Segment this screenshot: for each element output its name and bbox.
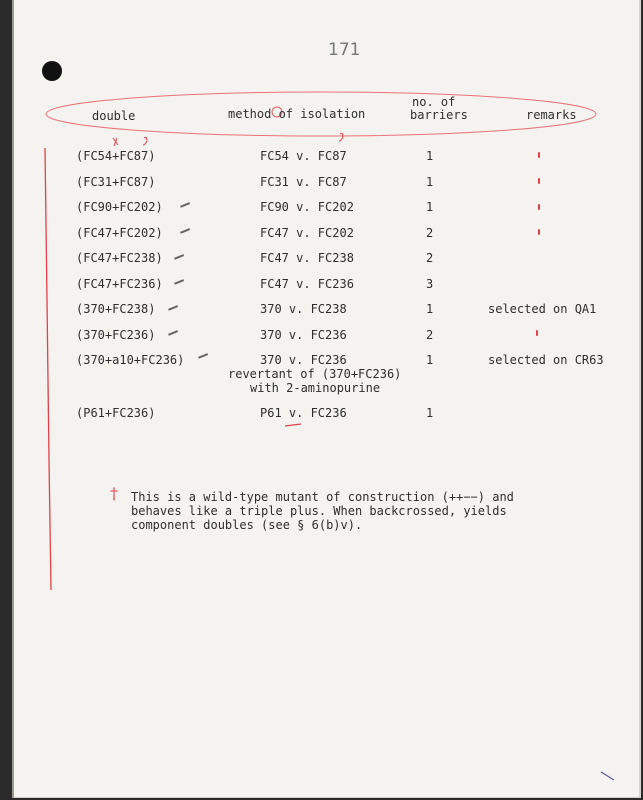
row-method: P61 v. FC236 xyxy=(260,406,347,420)
row-barriers: 1 xyxy=(426,406,434,420)
red-mark xyxy=(536,330,538,336)
row-barriers: 2 xyxy=(426,328,434,342)
row-method: FC47 v. FC236 xyxy=(260,277,354,291)
row-method-note: revertant of (370+FC236) xyxy=(228,367,402,381)
row-method: 370 v. FC238 xyxy=(260,302,347,316)
row-double: (P61+FC236) xyxy=(76,406,156,420)
footnote-line: This is a wild-type mutant of construction (++−−) and xyxy=(131,490,514,504)
row-method: FC54 v. FC87 xyxy=(260,149,347,163)
header-method: method of isolation xyxy=(228,107,366,121)
row-double: (370+FC238) xyxy=(76,302,156,316)
row-barriers: 1 xyxy=(426,175,434,189)
header-barriers-line1: no. of xyxy=(412,95,456,109)
header-double: double xyxy=(92,109,136,123)
footnote-marker: † xyxy=(110,484,118,503)
row-double: (FC47+FC202) xyxy=(76,226,163,240)
row-double: (FC47+FC236) xyxy=(76,277,163,291)
red-mark xyxy=(538,204,540,210)
row-double: (FC54+FC87) xyxy=(76,149,156,163)
row-barriers: 2 xyxy=(426,251,434,265)
red-mark xyxy=(538,152,540,158)
row-method: FC90 v. FC202 xyxy=(260,200,354,214)
row-barriers: 1 xyxy=(426,200,434,214)
row-method-note: with 2-aminopurine xyxy=(250,381,381,395)
red-mark xyxy=(538,229,540,235)
row-barriers: 1 xyxy=(426,302,434,316)
row-double: (FC31+FC87) xyxy=(76,175,156,189)
row-barriers: 3 xyxy=(426,277,434,291)
row-method: 370 v. FC236 xyxy=(260,328,347,342)
row-double: (370+FC236) xyxy=(76,328,156,342)
row-barriers: 1 xyxy=(426,149,434,163)
footnote-line: behaves like a triple plus. When backcrossed, yields xyxy=(131,504,507,518)
row-method: 370 v. FC236 xyxy=(260,353,347,367)
row-barriers: 1 xyxy=(426,353,434,367)
row-method: FC47 v. FC238 xyxy=(260,251,354,265)
row-method: FC47 v. FC202 xyxy=(260,226,354,240)
footnote-line: component doubles (see § 6(b)v). xyxy=(131,518,363,532)
row-double: (FC47+FC238) xyxy=(76,251,163,265)
red-mark xyxy=(538,178,540,184)
row-double: (FC90+FC202) xyxy=(76,200,163,214)
page-number: 171 xyxy=(328,40,361,60)
row-method: FC31 v. FC87 xyxy=(260,175,347,189)
row-barriers: 2 xyxy=(426,226,434,240)
header-barriers-line2: barriers xyxy=(410,108,468,122)
row-remarks: selected on CR63 xyxy=(488,353,604,367)
document-page xyxy=(14,0,641,798)
row-remarks: selected on QA1 xyxy=(488,302,597,316)
row-double: (370+a10+FC236) xyxy=(76,353,185,367)
header-remarks: remarks xyxy=(526,108,577,122)
